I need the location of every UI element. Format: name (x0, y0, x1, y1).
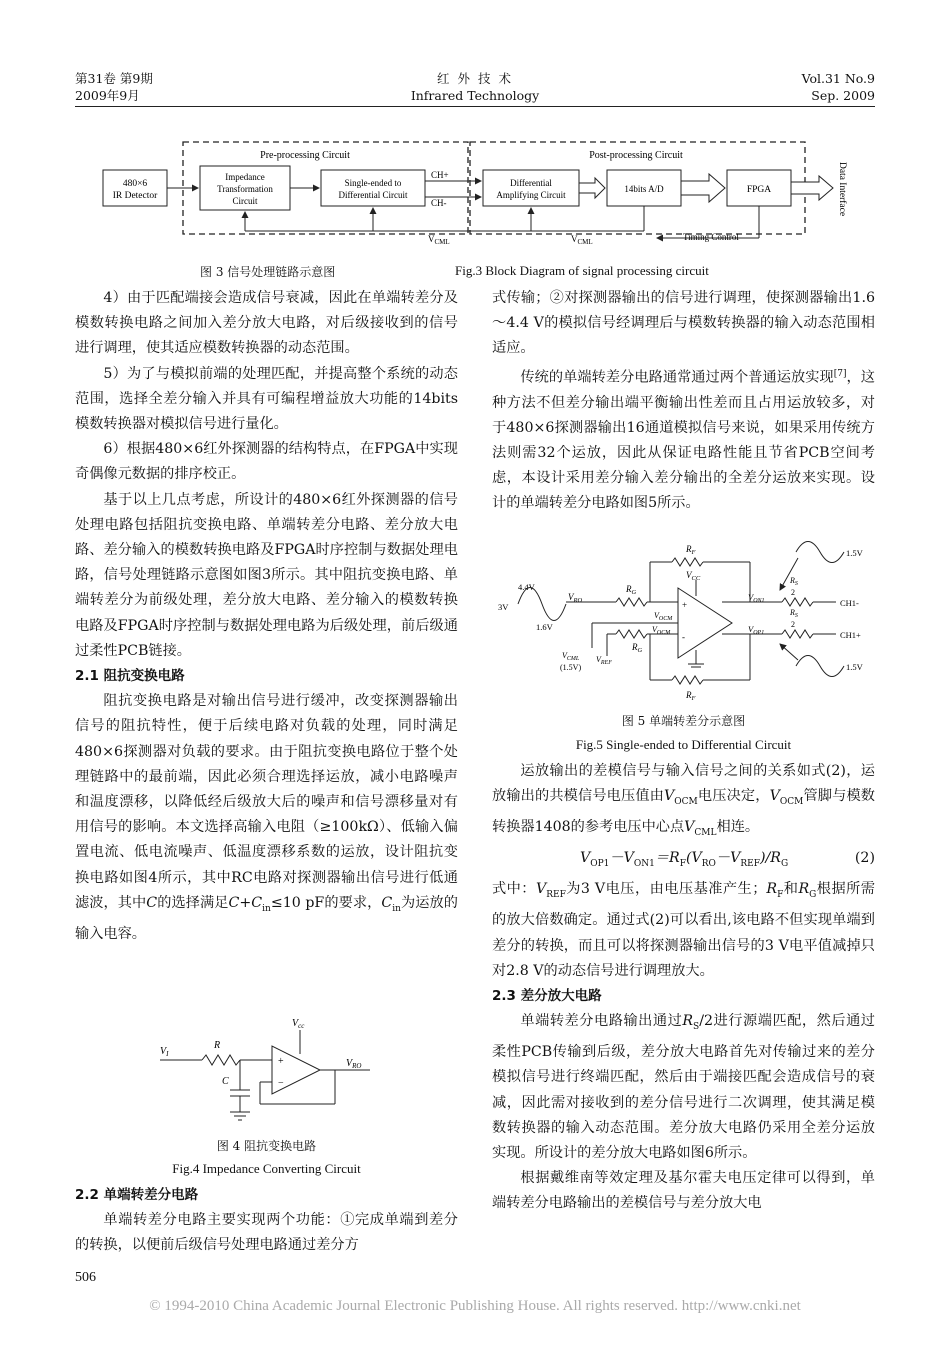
diffamp-line1: Differential (510, 178, 552, 188)
fig5-caption-en: Fig.5 Single-ended to Differential Circuit (575, 737, 792, 752)
fig5-3v: 3V (498, 602, 509, 612)
fig5-vocm: $V_{OCM}$ (654, 611, 673, 622)
fig5-vro: $V_{RO}$ (568, 592, 583, 604)
detector-line1: 480×6 (122, 179, 148, 189)
single-to-diff-block (321, 170, 425, 206)
section-2-1-heading: 2.1 阻抗变换电路 (75, 668, 185, 685)
header-rule (75, 106, 875, 107)
fig5-two-top: 2 (791, 588, 795, 597)
equation-2: $V_{OP1}-V_{ON1}=R_F(V_{RO}-V_{REF})/R_G$ (2) (492, 846, 875, 877)
fig4-vcc: $V_{cc}$ (292, 1018, 305, 1030)
fig5-two-bottom: 2 (791, 620, 795, 629)
fig5-single-to-diff-circuit (492, 538, 875, 704)
fig5-ch1-minus: CH1- (840, 598, 859, 608)
journal-volume (675, 70, 875, 104)
header-left-line2: 2009年9月 (75, 88, 140, 103)
pre-processing-label: Pre-processing Circuit (260, 150, 350, 161)
fig4-caption-cn: 图 4 阻抗变换电路 (216, 1139, 317, 1153)
fig5-rs-bottom: $R_S$ (790, 608, 798, 619)
fig5-input-wave (518, 588, 566, 621)
fig5-vcml: $V_{CML}$ (562, 651, 580, 662)
fig5-von1: $V_{ON1}$ (748, 592, 765, 604)
header-center-line1: 红 外 技 术 (437, 71, 513, 86)
fig4-r: R (214, 1040, 221, 1051)
fig5-rs-top: $R_S$ (790, 576, 798, 587)
fig5-ch1-plus: CH1+ (840, 630, 861, 640)
journal-title (375, 70, 575, 104)
vcml-left: $V_{CML}$ (428, 234, 450, 246)
post-processing-label: Post-processing Circuit (589, 150, 683, 161)
left-para-5: 阻抗变换电路是对输出信号进行缓冲，改变探测器输出信号的阻抗特性，便于后续电路对负载的处理，同时满足480×6探测器对负载的要求。由于阻抗变换电路位于整个处理链路中的最前端，因此必须合理选择运放，减小电路噪声和温度漂移，以降低经后级放大后的噪声和信号漂移量对有用信号的影响。本文选择高输入电阻（≥100kΩ）、低输入偏置电流、低电流噪声、低温度漂移系数的运放，设计阻抗变换电路如图4所示，其中RC电路对探测器输出信号进行低通滤波，其中C的选择满足$C+C_{in}\le 10$ pF的要求，$C_{in}$为运放的输入电容。 (75, 693, 458, 942)
left-column (75, 286, 458, 947)
right-para-5: 单端转差分电路输出通过$R_S/2$进行源端匹配，然后通过柔性PCB传输到后级，差分放大电路首先对传输过来的差分模拟信号进行终端匹配，然后由于端接匹配会造成信号的衰减，因此需对接收到的差分信号进行二次调理，使其满足模数转换器的输入动态范围。差分放大电路仍采用全差分运放实现。所设计的差分放大电路如图6所示。 (492, 1013, 875, 1161)
header-left-line1: 第31卷 第9期 (75, 71, 153, 86)
right-para-2: 传统的单端转差分电路通常通过两个普通运放实现[7]，这种方法不但差分输出端平衡输出性差而且占用运放较多，对于480×6探测器输出16通道模拟信号来说，如果采用传统方法则需32个运放，因此从保证电路性能且节省PCB空间考虑，本设计采用差分输入差分输出的全差分运放来实现。设计的单端转差分电路如图5所示。 (492, 368, 875, 512)
fig5-vacm-label: $V_{OCM}$ (652, 625, 671, 636)
fig4-caption-en: Fig.4 Impedance Converting Circuit (172, 1161, 361, 1176)
left-para-1: 4）由于匹配端接会造成信号衰减，因此在单端转差分及模数转换电路之间加入差分放大电路，对后级接收到的信号进行调理，使其适应模数转换器的动态范围。 (75, 290, 458, 357)
right-column-bottom (492, 759, 875, 1217)
copyright-footer: © 1994-2010 China Academic Journal Electronic Publishing House. All rights reserved. http://www.cnki.net (149, 1298, 801, 1314)
left-para-6: 单端转差分电路主要实现两个功能：①完成单端到差分的转换，以便前后级信号处理电路通过差分方 (75, 1212, 458, 1254)
impedance-line2: Transformation (217, 184, 273, 194)
equation-number: (2) (854, 850, 875, 867)
ch-plus-label: CH+ (431, 170, 449, 180)
timing-control-label: Timing Control (683, 232, 739, 242)
left-column-bottom (75, 1183, 458, 1259)
fig4-vro: $V_{RO}$ (346, 1058, 362, 1070)
fig5-16v: 1.6V (536, 622, 553, 632)
fig5-vcc: $V_{CC}$ (686, 570, 701, 582)
journal-issue (75, 70, 153, 104)
fig5-rf-bottom: $R_F$ (686, 690, 696, 702)
fig5-wave-bottom (796, 656, 844, 677)
fig5-opamp (678, 588, 732, 658)
fig5-wave-top (796, 542, 844, 563)
ch-minus-label: CH- (431, 198, 447, 208)
page-number: 506 (75, 1270, 96, 1285)
fig4-plus: + (278, 1056, 284, 1067)
left-para-4: 基于以上几点考虑，所设计的480×6红外探测器的信号处理电路包括阻抗变换电路、单端转差分电路、差分放大电路、差分输入的模数转换电路及FPGA时序控制与数据处理电路，信号处理链路示意图如图3所示。其中阻抗变换电路、单端转差分为前级处理，差分放大电路、差分输入的模数转换电路及FPGA时序控制与数据处理电路为后级处理，前后级通过柔性PCB链接。 (75, 491, 458, 659)
fig5-rf-top: $R_F$ (686, 544, 696, 556)
fig5-caption-cn: 图 5 单端转差分示意图 (621, 714, 746, 728)
right-para-1: 式传输；②对探测器输出的信号进行调理，使探测器输出1.6～4.4 V的模拟信号经调理后与模数转换器的输入动态范围相适应。 (492, 290, 875, 357)
fig5-rg-top: $R_G$ (626, 584, 637, 596)
header-center-line2: Infrared Technology (410, 88, 540, 103)
fig5-15v-bottom: 1.5V (846, 662, 863, 672)
fig5-vop1: $V_{OP1}$ (748, 624, 765, 636)
data-interface-label: Data Interface (837, 162, 847, 217)
fig4-resistor (202, 1055, 240, 1065)
header-right-line1: Vol.31 No.9 (801, 71, 875, 86)
fig5-rg-bottom: $R_G$ (632, 642, 643, 654)
vcml-right: $V_{CML}$ (571, 234, 593, 246)
section-2-3-heading: 2.3 差分放大电路 (492, 987, 602, 1004)
right-para-4: 式中：$V_{REF}$为3 V电压，由电压基准产生；$R_F$和$R_G$根据所需的放大倍数确定。通过式(2)可以看出,该电路不但实现单端到差分的转换，而且可以将探测器输出信号的3 V电平值减掉只对2.8 V的动态信号进行调理放大。 (492, 881, 875, 979)
ad-label: 14bits A/D (624, 184, 664, 194)
fig4-impedance-circuit (150, 1012, 390, 1128)
section-2-2-heading: 2.2 单端转差分电路 (75, 1187, 199, 1203)
fig5-15v-top: 1.5V (846, 548, 863, 558)
detector-line2: IR Detector (112, 191, 158, 201)
fig5-minus: - (682, 632, 685, 642)
fig4-c: C (222, 1076, 229, 1087)
right-para-3: 运放输出的差模信号与输入信号之间的关系如式(2)，运放输出的共模信号电压值由$V_{OCM}$电压决定，$V_{OCM}$管脚与模数转换器1408的参考电压中心点$V_{CML}$相连。 (492, 763, 875, 839)
single-line1: Single-ended to (344, 178, 402, 188)
fig3-caption-cn: 图 3 信号处理链路示意图 (200, 265, 336, 279)
left-para-3: 6）根据480×6红外探测器的结构特点，在FPGA中实现奇偶像元数据的排序校正。 (75, 441, 458, 483)
fig5-vref: $V_{REF}$ (596, 655, 612, 666)
fpga-label: FPGA (746, 185, 772, 195)
right-column-top (492, 286, 875, 517)
right-para-6: 根据戴维南等效定理及基尔霍夫电压定律可以得到，单端转差分电路输出的差模信号与差分放大电 (492, 1170, 875, 1212)
impedance-line3: Circuit (232, 196, 258, 206)
fig3-block-diagram (95, 136, 855, 248)
fig5-plus: + (682, 600, 688, 610)
diff-amp-block (483, 170, 579, 206)
impedance-line1: Impedance (225, 172, 265, 182)
fig3-caption-en: Fig.3 Block Diagram of signal processing circuit (455, 263, 709, 278)
fig4-vi: $V_I$ (160, 1046, 169, 1058)
single-line2: Differential Circuit (338, 190, 408, 200)
fig4-minus: − (278, 1078, 284, 1089)
diffamp-line2: Amplifying Circuit (496, 190, 566, 200)
header-right-line2: Sep. 2009 (811, 88, 875, 103)
left-para-2: 5）为了与模拟前端的处理匹配，并提高整个系统的动态范围，选择全差分输入并具有可编程增益放大功能的14bits模数转换器对模拟信号进行量化。 (75, 365, 458, 433)
fig5-15v: (1.5V) (560, 663, 582, 672)
fig5-44v: 4.4V (518, 582, 535, 592)
